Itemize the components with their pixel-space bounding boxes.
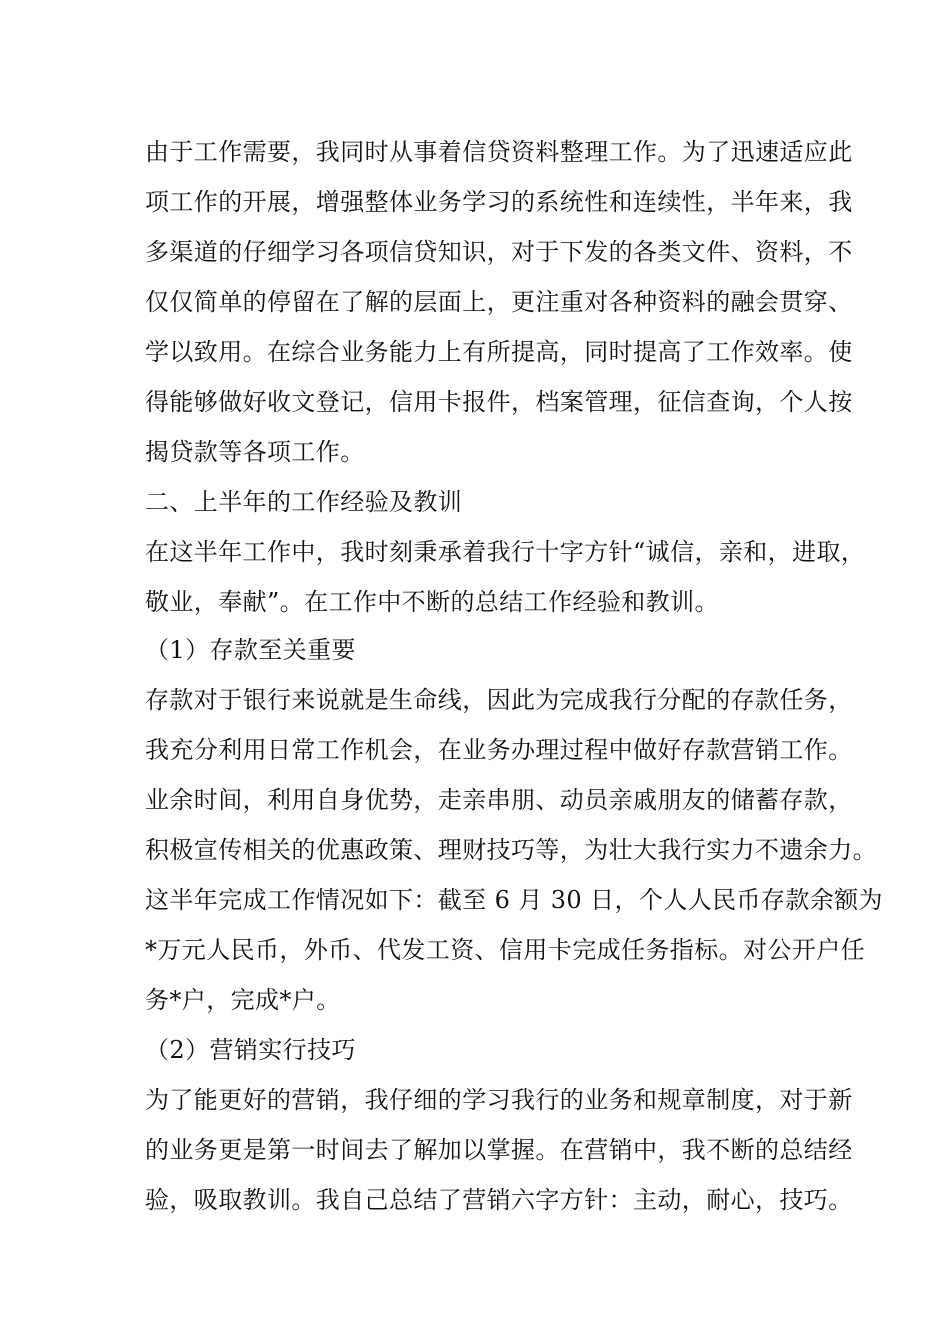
paragraph-line: 得能够做好收文登记，信用卡报件，档案管理，征信查询，个人按: [145, 388, 853, 416]
paragraph-line: *万元人民币，外币、代发工资、信用卡完成任务指标。对公开户任: [145, 936, 865, 964]
paragraph-line: 这半年完成工作情况如下：截至 6 月 30 日，个人人民币存款余额为: [145, 886, 883, 914]
paragraph-line: 由于工作需要，我同时从事着信贷资料整理工作。为了迅速适应此: [145, 138, 853, 166]
paragraph-line: 存款对于银行来说就是生命线，因此为完成我行分配的存款任务，: [145, 686, 853, 714]
subsection-heading: （1）存款至关重要: [145, 636, 356, 664]
paragraph-line: 业余时间，利用自身优势，走亲串朋、动员亲戚朋友的储蓄存款，: [145, 786, 853, 814]
subsection-heading: （2）营销实行技巧: [145, 1036, 356, 1064]
paragraph-line: 为了能更好的营销，我仔细的学习我行的业务和规章制度，对于新: [145, 1086, 853, 1114]
paragraph-line: 在这半年工作中，我时刻秉承着我行十字方针“诚信，亲和，进取，: [145, 538, 866, 566]
paragraph-line: 多渠道的仔细学习各项信贷知识，对于下发的各类文件、资料，不: [145, 238, 853, 266]
paragraph-line: 积极宣传相关的优惠政策、理财技巧等，为壮大我行实力不遗余力。: [145, 836, 877, 864]
section-heading: 二、上半年的工作经验及教训: [145, 488, 463, 516]
paragraph-line: 验，吸取教训。我自己总结了营销六字方针：主动，耐心，技巧。: [145, 1186, 853, 1214]
paragraph-line: 务*户，完成*户。: [145, 986, 341, 1014]
paragraph-line: 的业务更是第一时间去了解加以掌握。在营销中，我不断的总结经: [145, 1136, 853, 1164]
paragraph-line: 学以致用。在综合业务能力上有所提高，同时提高了工作效率。使: [145, 338, 853, 366]
paragraph-line: 仅仅简单的停留在了解的层面上，更注重对各种资料的融会贯穿、: [145, 288, 853, 316]
paragraph-line: 揭贷款等各项工作。: [145, 438, 365, 466]
paragraph-line: 敬业，奉献”。在工作中不断的总结工作经验和教训。: [145, 588, 719, 616]
paragraph-line: 我充分利用日常工作机会，在业务办理过程中做好存款营销工作。: [145, 736, 853, 764]
paragraph-line: 项工作的开展，增强整体业务学习的系统性和连续性，半年来，我: [145, 188, 853, 216]
